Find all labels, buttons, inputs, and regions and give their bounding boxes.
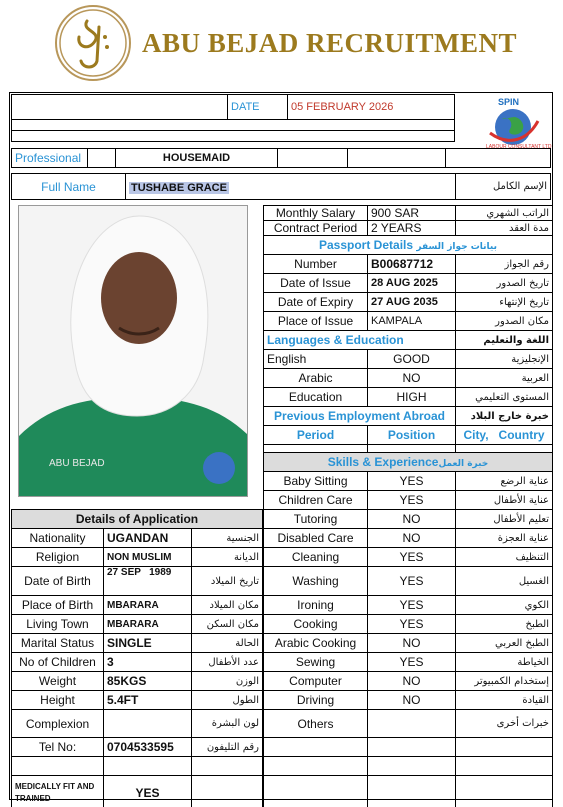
skill-disabled-care-ar: عناية العجزة [456, 529, 553, 548]
weight-ar: الوزن [192, 672, 263, 691]
profession-label: Professional [12, 149, 88, 168]
salary-label: Monthly Salary [264, 206, 368, 221]
birth-place-ar: مكان الميلاد [192, 596, 263, 615]
date-label: DATE [228, 95, 288, 120]
height-value: 5.4FT [104, 691, 192, 710]
skill-ironing-value: YES [368, 596, 456, 615]
svg-text:ABU BEJAD: ABU BEJAD [49, 458, 105, 469]
applicant-photo [18, 205, 248, 497]
medical-value: YES [104, 776, 192, 807]
skill-computer-label: Computer [264, 672, 368, 691]
religion-label: Religion [12, 548, 104, 567]
passport-number-value: B00687712 [368, 255, 456, 274]
skill-driving-value: NO [368, 691, 456, 710]
skill-tutoring-value: NO [368, 510, 456, 529]
skill-others-label: Others [264, 710, 368, 738]
children-ar: عدد الأطفال [192, 653, 263, 672]
arabic-ar: العربية [456, 369, 553, 388]
contract-label: Contract Period [264, 221, 368, 236]
education-value: HIGH [368, 388, 456, 407]
passport-section-title: Passport Details بيانات جواز السفر [264, 236, 553, 255]
employment-section-ar: خبرة خارج البلاد [456, 407, 553, 426]
skill-ironing-label: Ironing [264, 596, 368, 615]
arabic-value: NO [368, 369, 456, 388]
skills-table [263, 452, 553, 807]
skill-washing-label: Washing [264, 567, 368, 596]
skill-cooking-value: YES [368, 615, 456, 634]
skill-arabic-cooking-label: Arabic Cooking [264, 634, 368, 653]
dob-label: Date of Birth [12, 567, 104, 596]
living-town-ar: مكان السكن [192, 615, 263, 634]
issue-date-ar: تاريخ الصدور [456, 274, 553, 293]
spin-logo [476, 97, 550, 151]
skill-arabic-cooking-value: NO [368, 634, 456, 653]
dob-ar: تاريخ الميلاد [192, 567, 263, 596]
skill-ironing-ar: الكوي [456, 596, 553, 615]
employment-city-header: City, Country [456, 426, 553, 445]
expiry-date-label: Date of Expiry [264, 293, 368, 312]
complexion-value [104, 710, 192, 738]
education-ar: المستوى التعليمي [456, 388, 553, 407]
skill-baby-sitting-label: Baby Sitting [264, 472, 368, 491]
complexion-label: Complexion [12, 710, 104, 738]
skill-tutoring-ar: تعليم الأطفال [456, 510, 553, 529]
skill-cooking-ar: الطبخ [456, 615, 553, 634]
skills-section-title: Skills & Experienceخبرة العمل [264, 453, 553, 472]
height-ar: الطول [192, 691, 263, 710]
application-table [11, 509, 263, 807]
employment-period-header: Period [264, 426, 368, 445]
skill-sewing-label: Sewing [264, 653, 368, 672]
languages-section-title: Languages & Education [264, 331, 456, 350]
salary-ar: الراتب الشهري [456, 206, 553, 221]
full-name-value: TUSHABE GRACE [131, 181, 227, 194]
skill-sewing-ar: الخياطة [456, 653, 553, 672]
weight-label: Weight [12, 672, 104, 691]
skill-baby-sitting-value: YES [368, 472, 456, 491]
skill-tutoring-label: Tutoring [264, 510, 368, 529]
skill-disabled-care-value: NO [368, 529, 456, 548]
nationality-ar: الجنسية [192, 529, 263, 548]
contract-value: 2 YEARS [368, 221, 456, 236]
issue-place-value: KAMPALA [368, 312, 456, 331]
languages-section-ar: اللغة والتعليم [456, 331, 553, 350]
living-town-value: MBARARA [104, 615, 192, 634]
skill-washing-ar: الغسيل [456, 567, 553, 596]
english-ar: الإنجليزية [456, 350, 553, 369]
living-town-label: Living Town [12, 615, 104, 634]
expiry-date-value: 27 AUG 2035 [368, 293, 456, 312]
religion-ar: الديانة [192, 548, 263, 567]
right-info-table [263, 205, 553, 464]
marital-status-ar: الحالة [192, 634, 263, 653]
birth-place-value: MBARARA [104, 596, 192, 615]
children-label: No of Children [12, 653, 104, 672]
skill-others-ar: خبرات أخرى [456, 710, 553, 738]
skill-cleaning-ar: التنظيف [456, 548, 553, 567]
skill-computer-value: NO [368, 672, 456, 691]
children-value: 3 [104, 653, 192, 672]
skill-driving-ar: القيادة [456, 691, 553, 710]
skill-washing-value: YES [368, 567, 456, 596]
english-label: English [264, 350, 368, 369]
skill-driving-label: Driving [264, 691, 368, 710]
contract-ar: مدة العقد [456, 221, 553, 236]
skill-others-value [368, 710, 456, 738]
spin-logo-text: SPIN [498, 97, 520, 107]
medical-label: MEDICALLY FIT AND TRAINED [12, 776, 104, 807]
date-value: 05 FEBRUARY 2026 [288, 95, 455, 120]
marital-status-value: SINGLE [104, 634, 192, 653]
skill-computer-ar: إستخدام الكمبيوتر [456, 672, 553, 691]
agency-name: ABU BEJAD RECRUITMENT [142, 28, 518, 58]
issue-date-label: Date of Issue [264, 274, 368, 293]
full-name-label: Full Name [12, 174, 126, 200]
religion-value: NON MUSLIM [104, 548, 192, 567]
skill-children-care-value: YES [368, 491, 456, 510]
top-info-table [11, 94, 455, 142]
skill-arabic-cooking-ar: الطبخ العربي [456, 634, 553, 653]
application-section-title: Details of Application [12, 510, 263, 529]
salary-value: 900 SAR [368, 206, 456, 221]
tel-ar: رقم التليفون [192, 738, 263, 757]
expiry-date-ar: تاريخ الإنتهاء [456, 293, 553, 312]
employment-position-header: Position [368, 426, 456, 445]
skill-children-care-label: Children Care [264, 491, 368, 510]
height-label: Height [12, 691, 104, 710]
skill-baby-sitting-ar: عناية الرضع [456, 472, 553, 491]
skill-disabled-care-label: Disabled Care [264, 529, 368, 548]
skill-cooking-label: Cooking [264, 615, 368, 634]
arabic-label: Arabic [264, 369, 368, 388]
portrait-icon [19, 206, 248, 497]
issue-place-ar: مكان الصدور [456, 312, 553, 331]
issue-date-value: 28 AUG 2025 [368, 274, 456, 293]
skill-children-care-ar: عناية الأطفال [456, 491, 553, 510]
nationality-value: UGANDAN [104, 529, 192, 548]
agency-logo [55, 5, 131, 81]
marital-status-label: Marital Status [12, 634, 104, 653]
full-name-table [11, 173, 551, 200]
weight-value: 85KGS [104, 672, 192, 691]
birth-place-label: Place of Birth [12, 596, 104, 615]
education-label: Education [264, 388, 368, 407]
calligraphy-logo-icon [57, 7, 129, 79]
issue-place-label: Place of Issue [264, 312, 368, 331]
nationality-label: Nationality [12, 529, 104, 548]
profession-table [11, 148, 551, 168]
complexion-ar: لون البشرة [192, 710, 263, 738]
tel-value: 0704533595 [104, 738, 192, 757]
passport-number-ar: رقم الجواز [456, 255, 553, 274]
passport-number-label: Number [264, 255, 368, 274]
skill-sewing-value: YES [368, 653, 456, 672]
skill-cleaning-value: YES [368, 548, 456, 567]
employment-section-title: Previous Employment Abroad [264, 407, 456, 426]
full-name-ar: الإسم الكامل [456, 174, 551, 200]
tel-label: Tel No: [12, 738, 104, 757]
dob-value: 27 SEP 1989 [104, 567, 192, 596]
skill-cleaning-label: Cleaning [264, 548, 368, 567]
spin-logo-subtext: LABOUR CONSULTANT LTD [486, 144, 552, 150]
english-value: GOOD [368, 350, 456, 369]
profession-value: HOUSEMAID [116, 149, 278, 168]
